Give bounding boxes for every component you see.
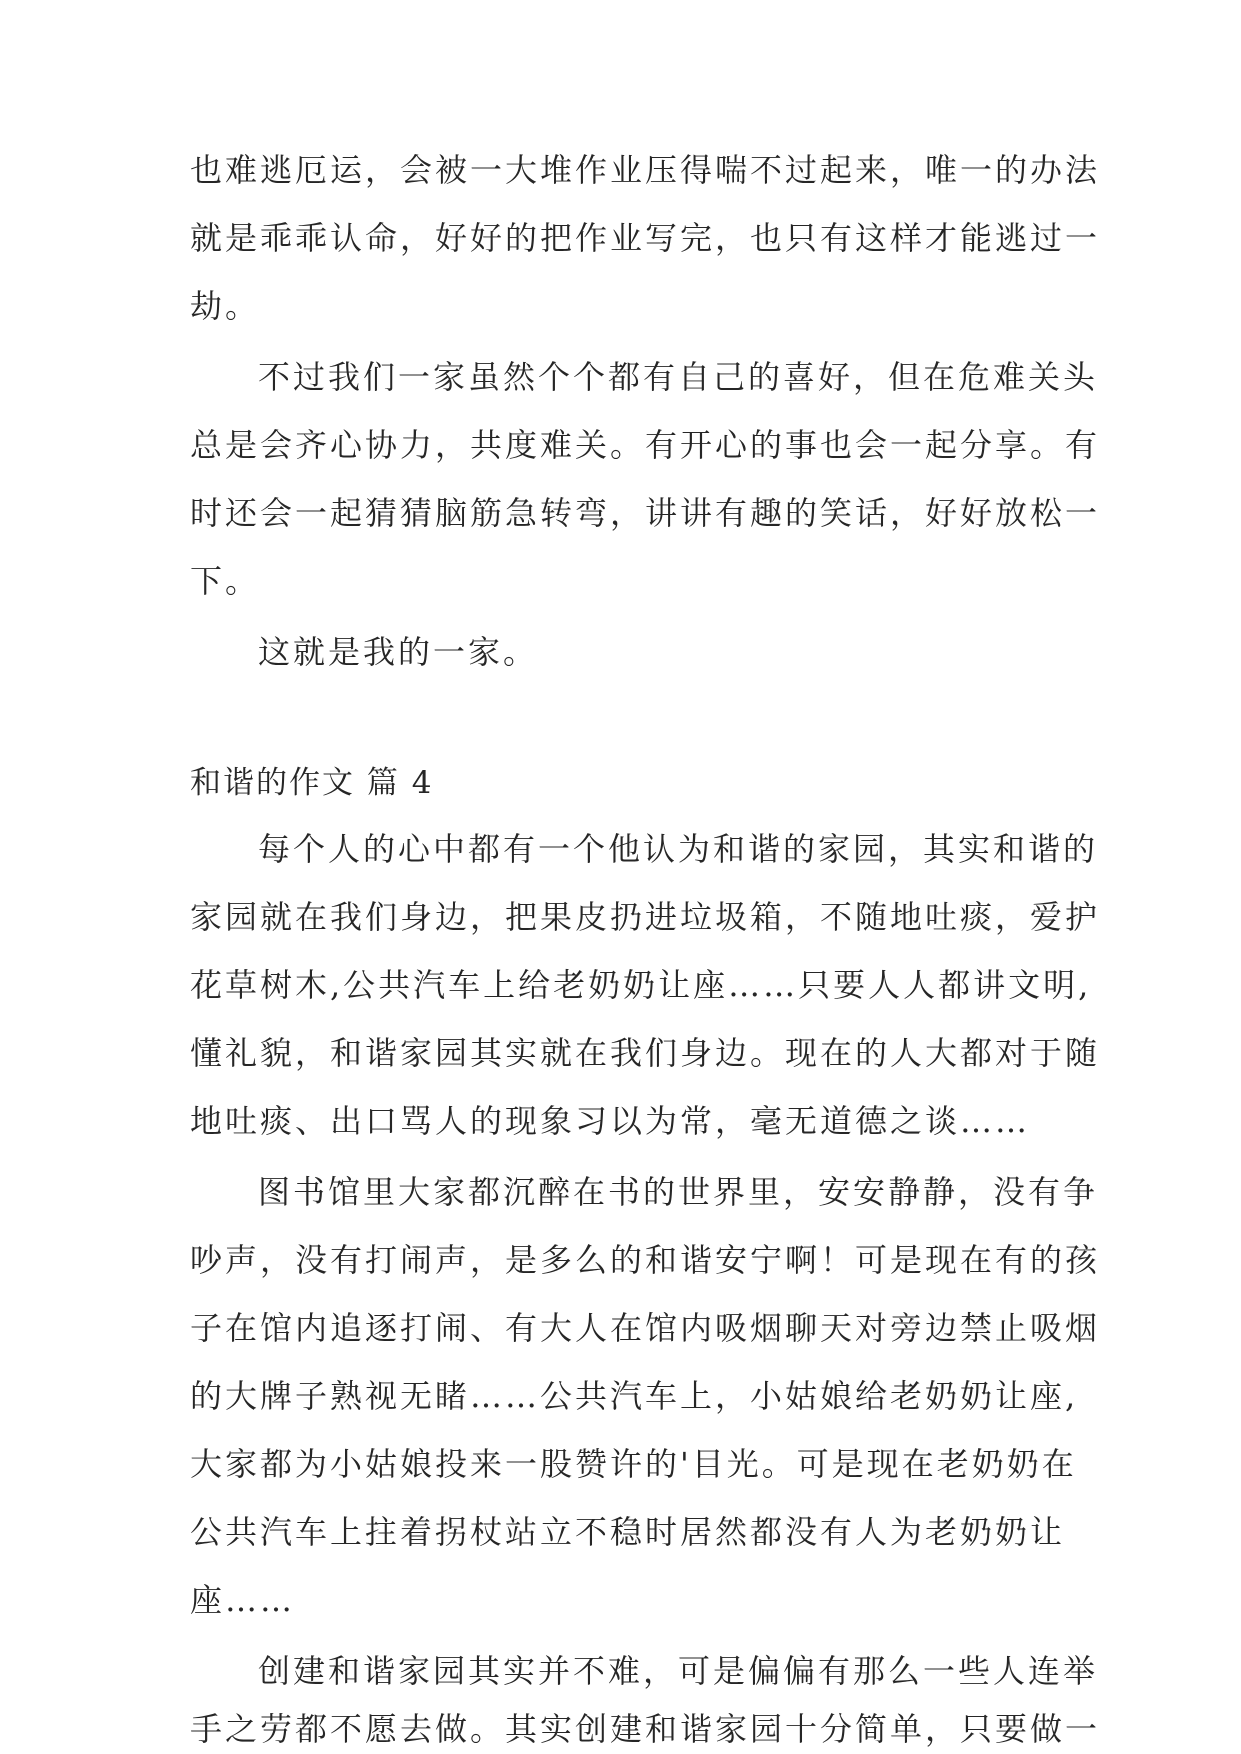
text-line: 座…… <box>190 1581 296 1619</box>
text-line: 家园就在我们身边，把果皮扔进垃圾箱，不随地吐痰，爱护 <box>190 898 1101 936</box>
text-line: 手之劳都不愿去做。其实创建和谐家园十分简单，只要做一 <box>190 1710 1101 1748</box>
text-line: 劫。 <box>190 287 261 325</box>
text-line: 地吐痰、出口骂人的现象习以为常，毫无道德之谈…… <box>190 1102 1031 1140</box>
text-line: 总是会齐心协力，共度难关。有开心的事也会一起分享。有 <box>190 426 1101 464</box>
text-line: 花草树木,公共汽车上给老奶奶让座……只要人人都讲文明, <box>190 966 1092 1004</box>
text-line: 图书馆里大家都沉醉在书的世界里，安安静静，没有争 <box>258 1173 1099 1211</box>
text-line: 就是乖乖认命，好好的把作业写完，也只有这样才能逃过一 <box>190 219 1101 257</box>
text-line: 公共汽车上拄着拐杖站立不稳时居然都没有人为老奶奶让 <box>190 1513 1066 1551</box>
text-line: 时还会一起猜猜脑筋急转弯，讲讲有趣的笑话，好好放松一 <box>190 494 1101 532</box>
section-heading: 和谐的作文 篇 4 <box>190 765 434 801</box>
text-line: 下。 <box>190 562 261 600</box>
text-line: 创建和谐家园其实并不难，可是偏偏有那么一些人连举 <box>258 1652 1099 1690</box>
text-line: 子在馆内追逐打闹、有大人在馆内吸烟聊天对旁边禁止吸烟 <box>190 1309 1101 1347</box>
text-line: 的大牌子熟视无睹……公共汽车上，小姑娘给老奶奶让座, <box>190 1377 1079 1415</box>
text-line: 吵声，没有打闹声，是多么的和谐安宁啊！可是现在有的孩 <box>190 1241 1101 1279</box>
text-line: 这就是我的一家。 <box>258 633 539 671</box>
text-line: 每个人的心中都有一个他认为和谐的家园，其实和谐的 <box>258 830 1099 868</box>
text-line: 大家都为小姑娘投来一股赞许的'目光。可是现在老奶奶在 <box>190 1445 1077 1483</box>
text-line: 不过我们一家虽然个个都有自己的喜好，但在危难关头 <box>258 358 1099 396</box>
text-line: 也难逃厄运，会被一大堆作业压得喘不过起来，唯一的办法 <box>190 151 1101 189</box>
text-line: 懂礼貌，和谐家园其实就在我们身边。现在的人大都对于随 <box>190 1034 1101 1072</box>
